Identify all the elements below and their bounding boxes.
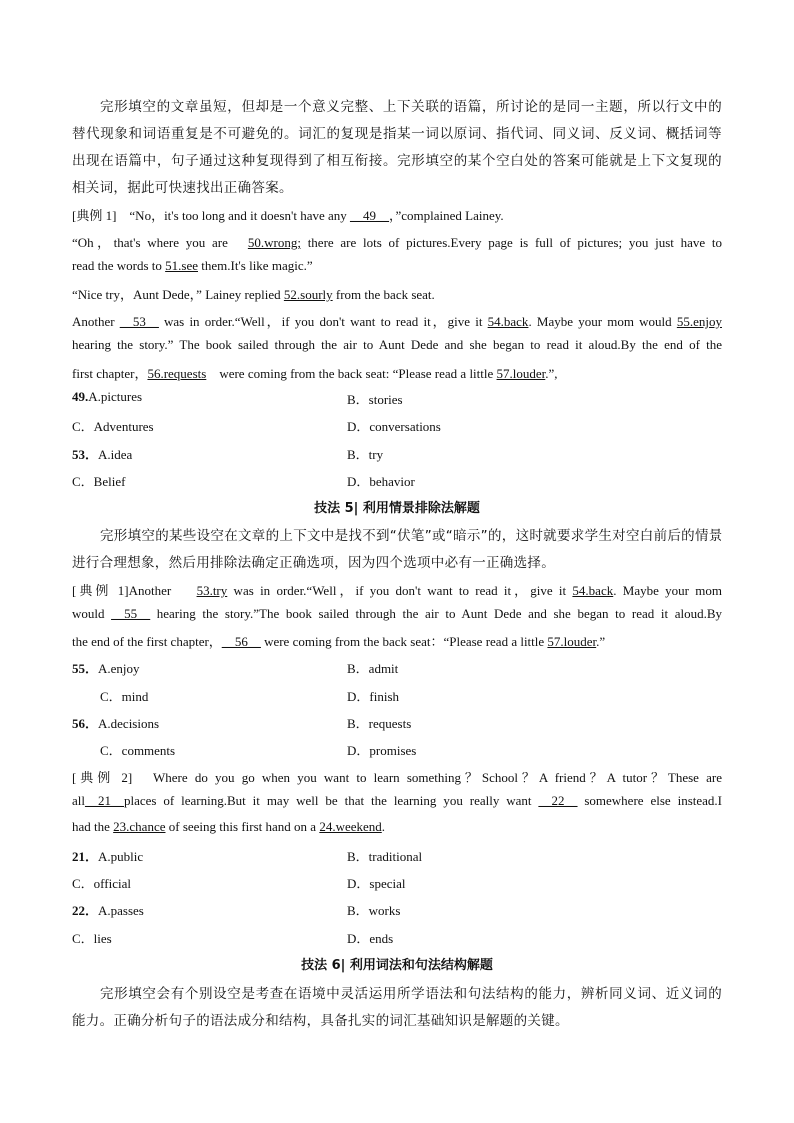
text-span: would — [72, 606, 112, 621]
text-span: were coming from the back seat: “Please read a little — [206, 366, 497, 381]
example-1-line — [72, 258, 722, 274]
option-21-b: B．traditional — [347, 849, 423, 864]
text-span: the end of the first chapter， — [72, 634, 222, 649]
option-22-c: C．lies — [72, 931, 112, 946]
answer-word: 51.see — [165, 258, 198, 273]
option-55-b: B．admit — [347, 661, 399, 676]
example-2-line — [72, 606, 722, 622]
question-number: 55． — [72, 661, 99, 676]
text-span: of seeing this first hand on a — [165, 819, 320, 834]
intro-paragraph-line: 替代现象和词语重复是不可避免的。词汇的复现是指某一词以原词、指代词、同义词、反义词、概括词等 — [72, 126, 722, 142]
intro-paragraph-line: 能力。正确分析句子的语法成分和结构，具备扎实的词汇基础知识是解题的关键。 — [72, 1013, 569, 1029]
answer-word: 54.back — [487, 314, 529, 329]
text-span: there are lots of pictures.Every page is full of pictures; you just have to — [300, 235, 722, 250]
option-56-a — [72, 713, 159, 732]
option-49-d: D．conversations — [347, 419, 441, 434]
intro-paragraph-line: 完形填空的某些设空在文章的上下文中是找不到“伏笔”或“暗示”的，这时就要求学生对空白前后的情景 — [100, 528, 723, 544]
question-number: 22． — [72, 903, 99, 918]
intro-paragraph-line: 进行合理想象，然后用排除法确定正确选项，因为四个选项中必有一正确选择。 — [72, 555, 555, 571]
option-56-b: B．requests — [347, 716, 412, 731]
blank: __55__ — [111, 606, 151, 621]
text-span: “Oh，that's where you are — [72, 235, 248, 250]
text-span: [典例 1]Another — [72, 583, 197, 598]
text-span: were coming from the back seat：“Please read a little — [260, 634, 548, 649]
answer-word: 23.chance — [113, 819, 166, 834]
question-number: 53． — [72, 447, 99, 462]
answer-word: 56.requests — [147, 366, 207, 381]
blank: __56__ — [221, 634, 261, 649]
text-span: ，”complained Lainey. — [389, 208, 504, 223]
answer-word: 52.sourly — [283, 287, 333, 302]
option-22-d: D．ends — [347, 931, 394, 946]
example-1-line — [72, 232, 722, 251]
option-55-d: D．finish — [347, 689, 400, 704]
option-21-a — [72, 846, 143, 865]
option-55-c: C．mind — [100, 689, 149, 704]
example-3-line — [72, 793, 722, 809]
example-1-line — [72, 284, 722, 303]
option-55-a — [72, 658, 140, 677]
intro-paragraph-line: 完形填空的文章虽短，但却是一个意义完整、上下关联的语篇，所讨论的是同一主题，所以行文中的 — [100, 99, 722, 115]
text-span: was in order.“Well，if you don't want to read it，give it — [158, 314, 488, 329]
answer-word: 50.wrong; — [247, 235, 301, 250]
answer-word: 24.weekend — [319, 819, 382, 834]
option-text: A.decisions — [98, 716, 160, 731]
option-53-b: B．try — [347, 447, 384, 462]
option-text: A.enjoy — [98, 661, 140, 676]
option-text: A.public — [98, 849, 144, 864]
option-text: A.passes — [98, 903, 144, 918]
text-span: first chapter， — [72, 366, 148, 381]
text-span: hearing the story.”The book sailed through the air to Aunt Dede and she began to read it aloud.By — [150, 606, 723, 621]
text-span: was in order.“Well，if you don't want to read it，give it — [227, 583, 573, 598]
answer-word: 57.louder — [496, 366, 546, 381]
text-span: [典例 1] “No，it's too long and it doesn't have any — [72, 208, 351, 223]
answer-word: 53.try — [196, 583, 228, 598]
text-span: read the words to — [72, 258, 166, 273]
text-span: places of learning.But it may well be that the learning you really want — [124, 793, 539, 808]
blank: __53__ — [119, 314, 159, 329]
option-text: A.pictures — [88, 389, 143, 404]
question-number: 49. — [72, 389, 89, 404]
example-1-line — [72, 205, 722, 224]
example-2-line — [72, 631, 722, 650]
example-1-line: hearing the story.” The book sailed through the air to Aunt Dede and she began to read it aloud.By the end of the — [72, 337, 722, 352]
text-span: .”, — [545, 366, 558, 381]
answer-word: 54.back — [572, 583, 614, 598]
text-span: from the back seat. — [332, 287, 435, 302]
option-53-d: D．behavior — [347, 474, 415, 489]
question-number: 56． — [72, 716, 99, 731]
question-number: 21． — [72, 849, 99, 864]
text-span: Another — [72, 314, 120, 329]
intro-paragraph-line: 完形填空会有个别设空是考查在语境中灵活运用所学语法和句法结构的能力，辨析同义词、近义词的 — [100, 986, 722, 1002]
option-56-d: D．promises — [347, 743, 417, 758]
text-span: all — [72, 793, 85, 808]
example-2-line — [72, 580, 722, 599]
answer-word: 57.louder — [547, 634, 597, 649]
option-21-c: C．official — [72, 876, 131, 891]
option-49-c: C．Adventures — [72, 419, 154, 434]
example-1-line — [72, 311, 722, 330]
option-22-a — [72, 900, 144, 919]
section-heading-5: 技法 5| 利用情景排除法解题 — [314, 501, 480, 516]
section-heading-6: 技法 6| 利用词法和句法结构解题 — [301, 958, 493, 973]
option-53-a — [72, 444, 132, 463]
option-22-b: B．works — [347, 903, 401, 918]
option-21-d: D．special — [347, 876, 406, 891]
blank: __22__ — [538, 793, 578, 808]
blank: __49__ — [350, 208, 390, 223]
intro-paragraph-line: 相关词，据此可快速找出正确答案。 — [72, 180, 293, 196]
text-span: “Nice try，Aunt Dede，” Lainey replied — [72, 287, 284, 302]
example-3-line — [72, 819, 722, 835]
example-1-line — [72, 363, 722, 382]
intro-paragraph-line: 出现在语篇中，句子通过这种复现得到了相互衔接。完形填空的某个空白处的答案可能就是上下文复现的 — [72, 153, 722, 169]
option-49-a — [72, 389, 142, 405]
option-56-c: C．comments — [100, 743, 176, 758]
text-span: .” — [596, 634, 606, 649]
text-span: . — [381, 819, 386, 834]
example-3-line: [典例 2] Where do you go when you want to learn something？School？A friend？A tutor？These are — [72, 770, 722, 785]
option-53-c: C．Belief — [72, 474, 126, 489]
option-49-b: B．stories — [347, 392, 403, 407]
answer-word: 55.enjoy — [676, 314, 722, 329]
text-span: . Maybe your mom would — [528, 314, 677, 329]
option-text: A.idea — [98, 447, 133, 462]
blank: __21__ — [85, 793, 124, 808]
text-span: them.It's like magic.” — [198, 258, 313, 273]
text-span: somewhere else instead.I — [577, 793, 722, 808]
text-span: had the — [72, 819, 114, 834]
text-span: . Maybe your mom — [613, 583, 722, 598]
